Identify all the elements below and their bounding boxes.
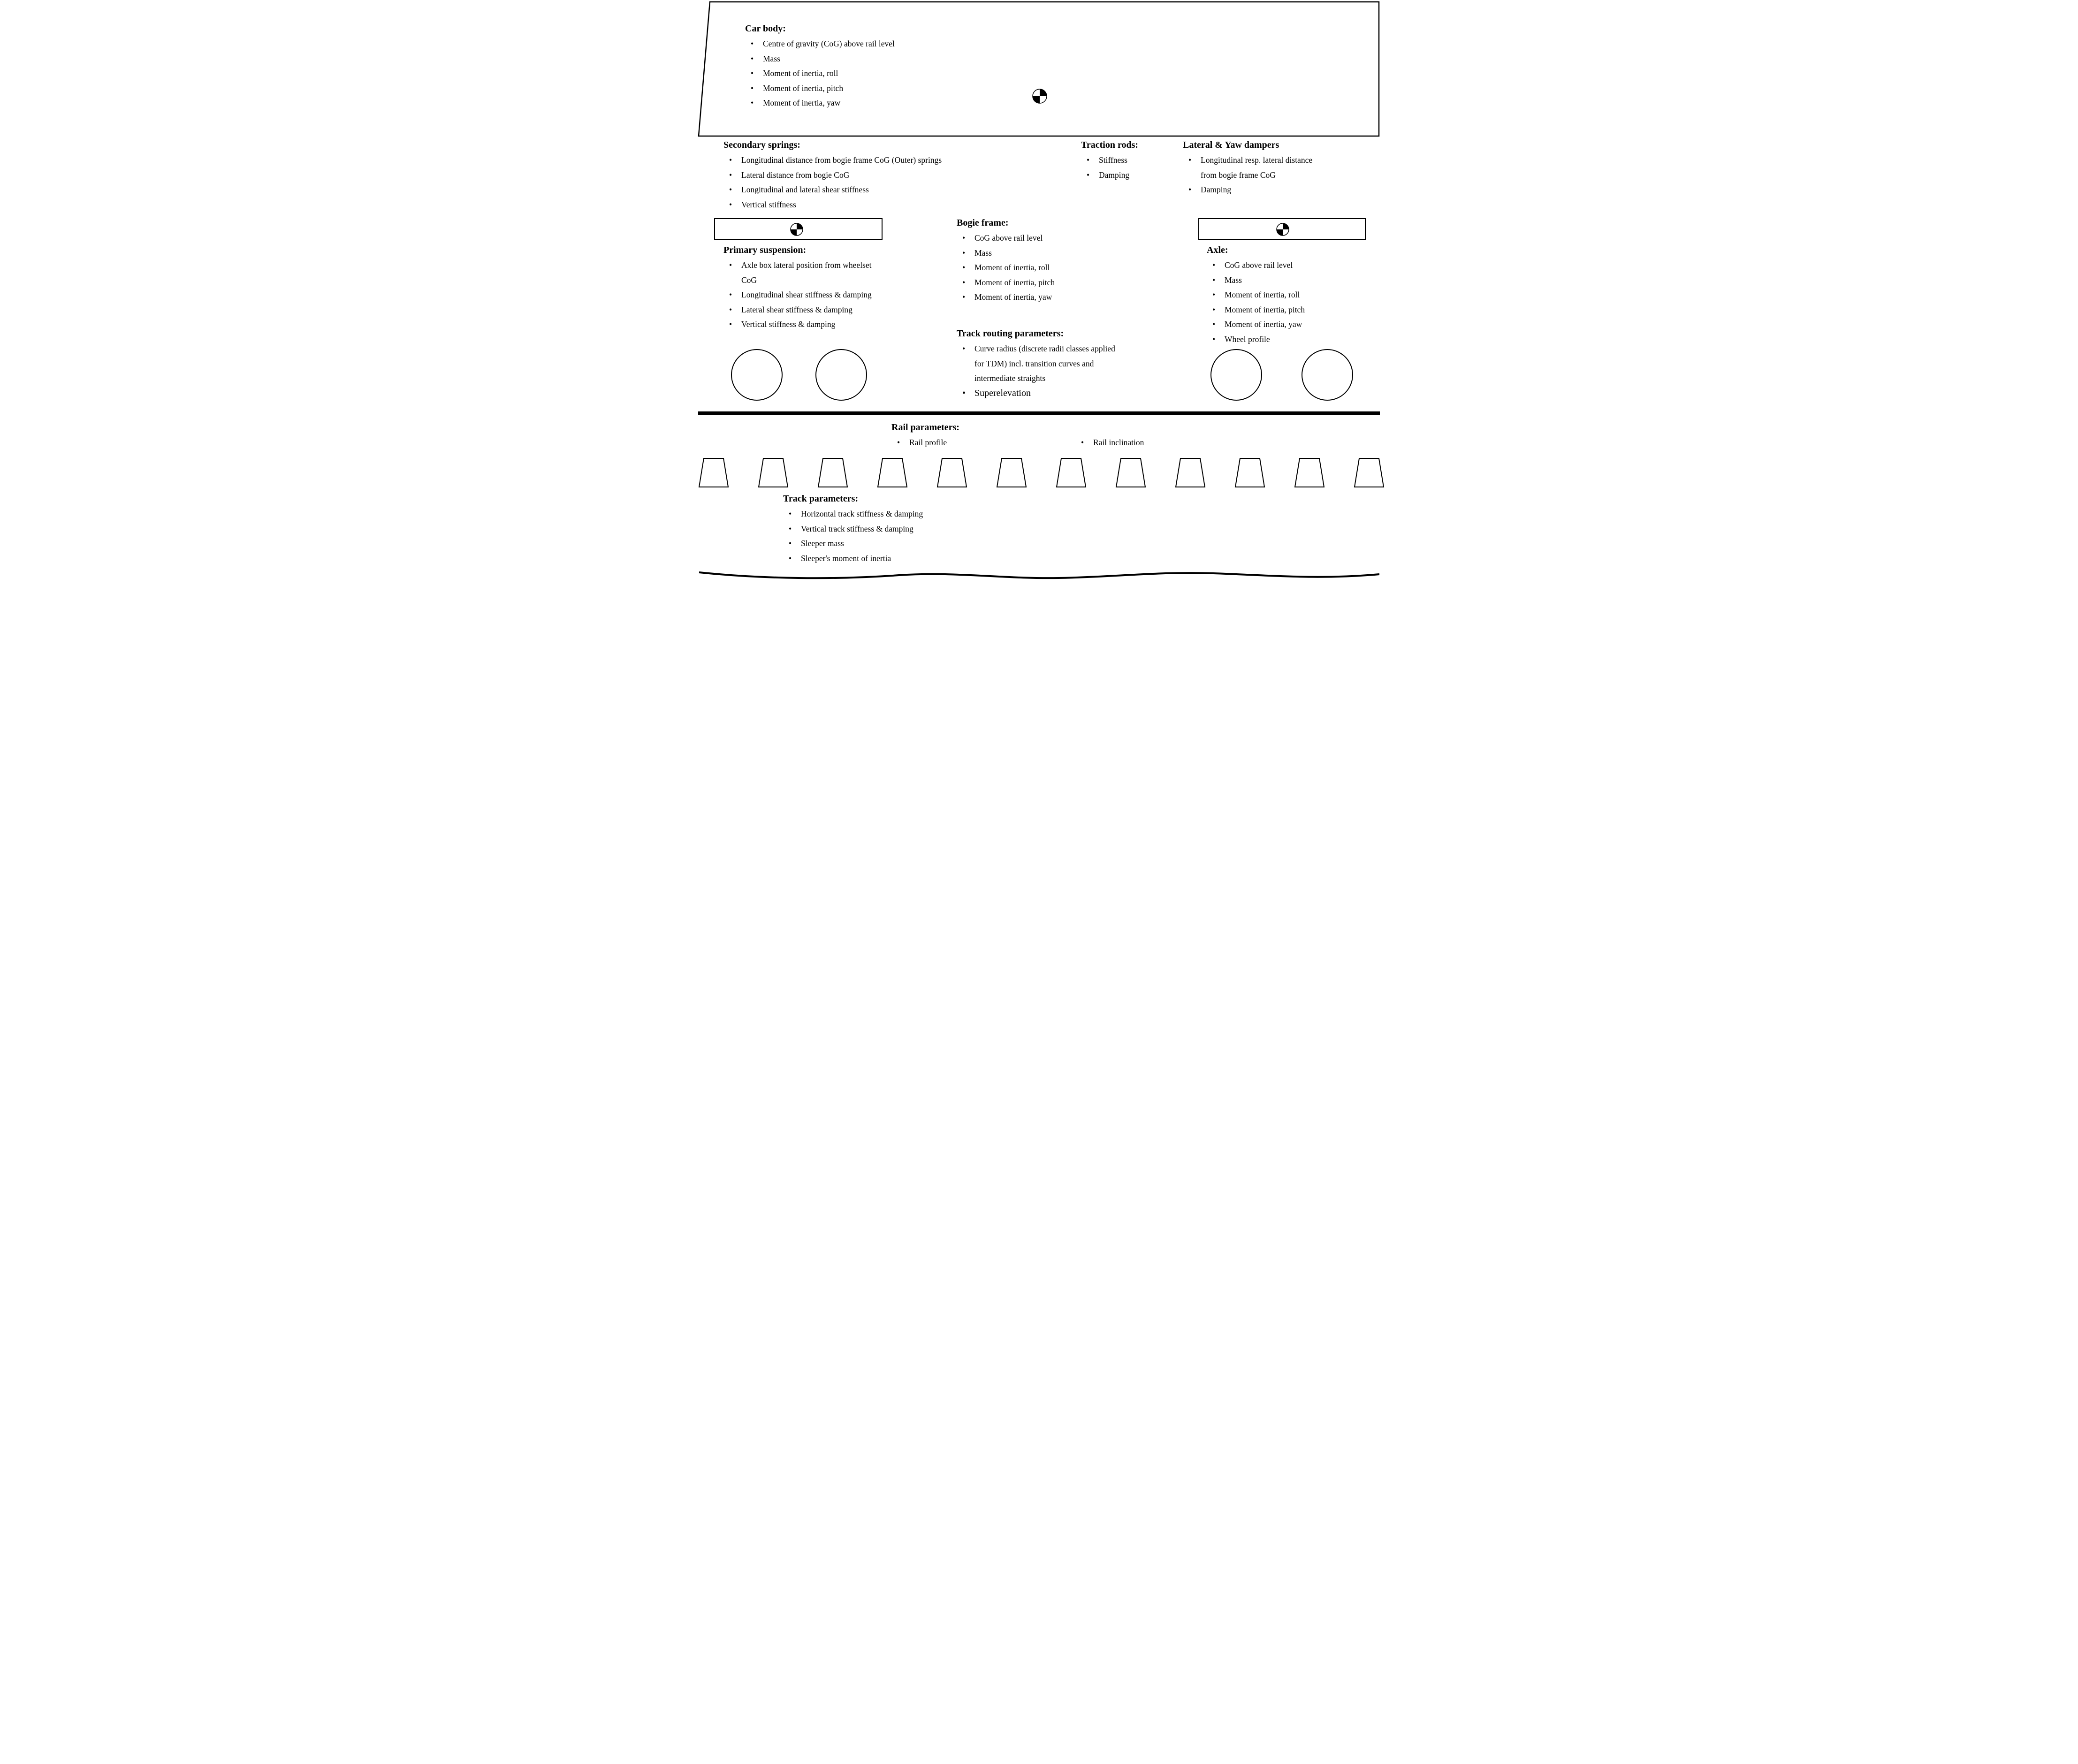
sleeper-icon: [937, 458, 967, 487]
list-item: • Vertical stiffness & damping: [723, 317, 873, 332]
axle-title: Axle:: [1207, 245, 1228, 255]
list-item: • CoG above rail level: [957, 231, 1154, 246]
car-body-list: [745, 37, 1045, 111]
list-item: • Damping: [1183, 182, 1321, 198]
sleeper-icon: [759, 458, 788, 487]
list-item: • Centre of gravity (CoG) above rail level: [745, 37, 1045, 52]
list-item: • Axle box lateral position from wheelset CoG: [723, 258, 873, 288]
sleeper-icon: [878, 458, 907, 487]
list-item: • CoG above rail level: [1207, 258, 1380, 273]
list-item: • Mass: [745, 52, 1045, 67]
secondary-springs-list: [723, 153, 1085, 212]
list-item: • Moment of inertia, yaw: [957, 290, 1154, 305]
lateral-yaw-dampers-title: Lateral & Yaw dampers: [1183, 140, 1279, 150]
list-item: • Mass: [957, 246, 1154, 261]
secondary-springs-title: Secondary springs:: [723, 140, 800, 150]
list-item: • Horizontal track stiffness & damping: [783, 507, 1036, 522]
sleeper-icon: [1235, 458, 1264, 487]
axle-section: [1207, 244, 1380, 347]
list-item: • Damping: [1081, 168, 1189, 183]
track-parameters-list: [783, 507, 1036, 566]
rail-parameters-section: [891, 421, 1229, 450]
list-item: • Stiffness: [1081, 153, 1189, 168]
list-item: • Moment of inertia, roll: [1207, 288, 1380, 303]
list-item: • Sleeper mass: [783, 536, 1036, 551]
traction-rods-list: [1081, 153, 1189, 182]
list-item: • Longitudinal resp. lateral distance from bogie frame CoG: [1183, 153, 1321, 182]
sleeper-icon: [1057, 458, 1086, 487]
track-parameters-title: Track parameters:: [783, 494, 859, 504]
list-item: • Lateral shear stiffness & damping: [723, 303, 873, 318]
wheel-icon: [1302, 350, 1353, 400]
list-item: • Moment of inertia, yaw: [1207, 317, 1380, 332]
sleeper-icon: [699, 458, 728, 487]
list-item: • Vertical stiffness: [723, 198, 1085, 213]
track-routing-title: Track routing parameters:: [957, 328, 1064, 339]
axle-list: [1207, 258, 1380, 347]
track-routing-section: [957, 327, 1120, 401]
rail-parameters-title: Rail parameters:: [891, 422, 959, 433]
car-body-title: Car body:: [745, 23, 786, 34]
list-item: • Longitudinal distance from bogie frame CoG (Outer) springs: [723, 153, 1085, 168]
list-item: • Moment of inertia, yaw: [745, 96, 1045, 111]
list-item: • Sleeper's moment of inertia: [783, 551, 1036, 566]
wheel-icon: [1211, 350, 1262, 400]
bogie-frame-list: [957, 231, 1154, 305]
sleeper-icon: [1355, 458, 1384, 487]
secondary-springs-section: [723, 139, 1085, 212]
sleeper-icon: [997, 458, 1026, 487]
sleeper-icon: [1176, 458, 1205, 487]
sleeper-icon: [1295, 458, 1324, 487]
list-item: • Wheel profile: [1207, 332, 1380, 347]
sleeper-icon: [1116, 458, 1145, 487]
track-routing-list: [957, 342, 1120, 401]
list-item: • Moment of inertia, roll: [957, 260, 1154, 275]
sleeper-icon: [818, 458, 847, 487]
rail-parameters-list: [891, 435, 1229, 450]
list-item: • Longitudinal shear stiffness & damping: [723, 288, 873, 303]
bogie-right-cog-icon: [1277, 223, 1289, 236]
primary-suspension-list: [723, 258, 873, 332]
bogie-frame-section: [957, 217, 1154, 305]
car-body-section: [745, 23, 1045, 111]
bogie-left-cog-icon: [791, 223, 803, 236]
list-item: • Moment of inertia, pitch: [745, 81, 1045, 96]
primary-suspension-title: Primary suspension:: [723, 245, 807, 255]
list-item: • Vertical track stiffness & damping: [783, 522, 1036, 537]
ground-wavy-line: [699, 572, 1379, 578]
rail-line: [698, 411, 1380, 415]
list-item: • Moment of inertia, roll: [745, 66, 1045, 81]
lateral-yaw-dampers-list: [1183, 153, 1321, 198]
primary-suspension-section: [723, 244, 873, 332]
list-item: • Superelevation: [957, 386, 1120, 401]
track-parameters-section: [783, 493, 1036, 566]
list-item: • Moment of inertia, pitch: [1207, 303, 1380, 318]
list-item: • Rail inclination: [1075, 435, 1144, 450]
list-item: • Lateral distance from bogie CoG: [723, 168, 1085, 183]
traction-rods-title: Traction rods:: [1081, 140, 1139, 150]
list-item: • Mass: [1207, 273, 1380, 288]
list-item: • Longitudinal and lateral shear stiffness: [723, 182, 1085, 198]
wheel-icon: [816, 350, 867, 400]
vehicle-model-diagram: [693, 0, 1385, 588]
list-item: • Rail profile: [891, 435, 1075, 450]
bogie-frame-title: Bogie frame:: [957, 218, 1009, 228]
list-item: • Curve radius (discrete radii classes applied for TDM) incl. transition curves and intermediate straights: [957, 342, 1120, 386]
traction-rods-section: [1081, 139, 1189, 182]
wheel-icon: [731, 350, 782, 400]
list-item: • Moment of inertia, pitch: [957, 275, 1154, 290]
lateral-yaw-dampers-section: [1183, 139, 1321, 198]
